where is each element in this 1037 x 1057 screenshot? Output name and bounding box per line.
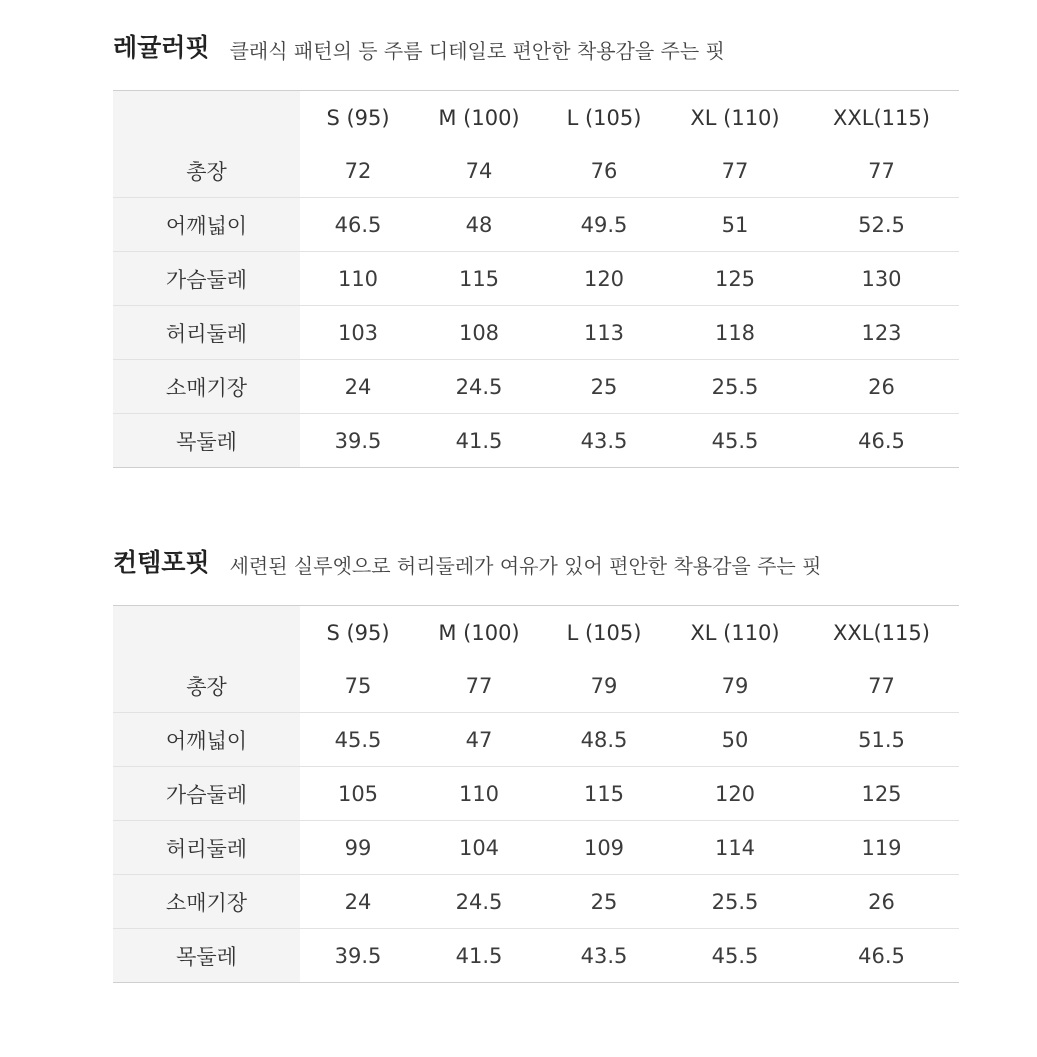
table-cell: 46.5 xyxy=(858,428,905,453)
table-header-row xyxy=(113,91,959,145)
column-header: L (105) xyxy=(566,620,642,645)
table-cell: 49.5 xyxy=(542,198,666,252)
table-cell: 72 xyxy=(300,144,416,198)
row-label: 어깨넓이 xyxy=(113,713,300,767)
table-cell: 25.5 xyxy=(666,875,804,929)
table-header-row xyxy=(113,606,959,660)
table-cell: 120 xyxy=(666,767,804,821)
table-cell: 43.5 xyxy=(580,943,628,968)
table-row xyxy=(113,875,959,929)
table-cell: 120 xyxy=(542,252,666,306)
size-table xyxy=(113,90,959,468)
corner-cell xyxy=(113,606,300,660)
table-cell: 108 xyxy=(416,306,542,360)
table-cell: 24 xyxy=(300,360,416,414)
size-table xyxy=(113,605,959,983)
section-title: 레귤러핏 xyxy=(113,33,210,62)
table-cell: 47 xyxy=(416,713,542,767)
table-row xyxy=(113,198,959,252)
table-cell: 123 xyxy=(804,306,959,360)
table-cell: 110 xyxy=(416,767,542,821)
table-row xyxy=(113,767,959,821)
column-header: S (95) xyxy=(326,620,390,645)
table-cell: 99 xyxy=(300,821,416,875)
section-description: 세련된 실루엣으로 허리둘레가 여유가 있어 편안한 착용감을 주는 핏 xyxy=(229,554,822,578)
table-cell: 130 xyxy=(804,252,959,306)
table-cell: 118 xyxy=(666,306,804,360)
table-cell: 115 xyxy=(542,767,666,821)
row-label: 가슴둘레 xyxy=(113,767,300,821)
table-cell: 109 xyxy=(542,821,666,875)
row-label: 목둘레 xyxy=(113,414,300,468)
row-label: 어깨넓이 xyxy=(113,198,300,252)
column-header: L (105) xyxy=(566,105,642,130)
table-cell: 45.5 xyxy=(711,428,759,453)
section-description: 클래식 패턴의 등 주름 디테일로 편안한 착용감을 주는 핏 xyxy=(229,39,725,63)
table-cell: 48 xyxy=(416,198,542,252)
table-cell: 39.5 xyxy=(334,943,382,968)
column-header: M (100) xyxy=(438,620,520,645)
table-row xyxy=(113,252,959,306)
table-cell: 41.5 xyxy=(455,943,503,968)
section-heading xyxy=(113,543,959,605)
table-cell: 76 xyxy=(542,144,666,198)
table-cell: 25 xyxy=(542,360,666,414)
table-cell: 125 xyxy=(666,252,804,306)
table-cell: 75 xyxy=(300,659,416,713)
table-cell: 45.5 xyxy=(300,713,416,767)
table-cell: 105 xyxy=(300,767,416,821)
column-header: S (95) xyxy=(326,105,390,130)
table-cell: 77 xyxy=(666,144,804,198)
table-cell: 114 xyxy=(666,821,804,875)
table-cell: 39.5 xyxy=(334,428,382,453)
regular-fit-section xyxy=(113,28,959,468)
column-header: XXL(115) xyxy=(833,620,930,645)
row-label: 목둘레 xyxy=(113,929,300,983)
table-cell: 79 xyxy=(666,659,804,713)
table-cell: 79 xyxy=(542,659,666,713)
table-row xyxy=(113,144,959,198)
table-cell: 51.5 xyxy=(804,713,959,767)
table-cell: 104 xyxy=(416,821,542,875)
table-cell: 77 xyxy=(804,144,959,198)
section-heading xyxy=(113,28,959,90)
table-row xyxy=(113,306,959,360)
table-cell: 46.5 xyxy=(300,198,416,252)
row-label: 소매기장 xyxy=(113,360,300,414)
table-cell: 103 xyxy=(300,306,416,360)
table-cell: 77 xyxy=(804,659,959,713)
table-cell: 46.5 xyxy=(858,943,905,968)
row-label: 총장 xyxy=(113,659,300,713)
row-label: 허리둘레 xyxy=(113,306,300,360)
table-cell: 45.5 xyxy=(711,943,759,968)
column-header: XL (110) xyxy=(690,620,780,645)
table-cell: 24 xyxy=(300,875,416,929)
table-cell: 119 xyxy=(804,821,959,875)
contemporary-fit-section xyxy=(113,543,959,983)
table-cell: 52.5 xyxy=(804,198,959,252)
table-cell: 77 xyxy=(416,659,542,713)
row-label: 소매기장 xyxy=(113,875,300,929)
table-cell: 25.5 xyxy=(666,360,804,414)
section-title: 컨템포핏 xyxy=(113,548,210,577)
table-cell: 110 xyxy=(300,252,416,306)
table-cell: 43.5 xyxy=(580,428,628,453)
table-row xyxy=(113,929,959,983)
table-cell: 51 xyxy=(666,198,804,252)
row-label: 총장 xyxy=(113,144,300,198)
table-row xyxy=(113,821,959,875)
table-cell: 113 xyxy=(542,306,666,360)
column-header: M (100) xyxy=(438,105,520,130)
table-row xyxy=(113,713,959,767)
table-cell: 24.5 xyxy=(416,875,542,929)
table-cell: 24.5 xyxy=(416,360,542,414)
row-label: 가슴둘레 xyxy=(113,252,300,306)
table-cell: 50 xyxy=(666,713,804,767)
table-row xyxy=(113,659,959,713)
table-cell: 115 xyxy=(416,252,542,306)
table-cell: 48.5 xyxy=(542,713,666,767)
table-row xyxy=(113,414,959,468)
column-header: XL (110) xyxy=(690,105,780,130)
table-cell: 74 xyxy=(416,144,542,198)
table-cell: 41.5 xyxy=(455,428,503,453)
column-header: XXL(115) xyxy=(833,105,930,130)
table-row xyxy=(113,360,959,414)
corner-cell xyxy=(113,91,300,145)
table-cell: 26 xyxy=(804,360,959,414)
table-cell: 25 xyxy=(542,875,666,929)
row-label: 허리둘레 xyxy=(113,821,300,875)
table-cell: 125 xyxy=(804,767,959,821)
table-cell: 26 xyxy=(804,875,959,929)
